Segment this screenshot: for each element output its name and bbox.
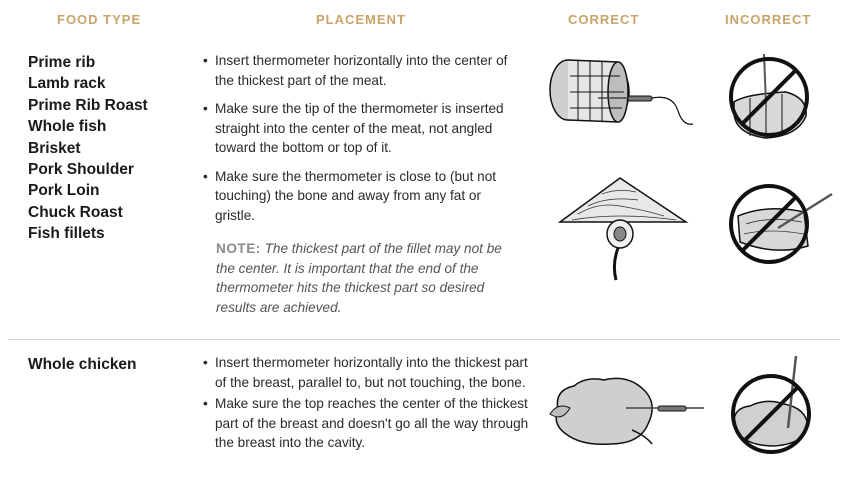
placement-bullet: • Insert thermometer horizontally into the thickest part of the breast, parallel to, but not touching, the bone. <box>203 353 533 392</box>
food-item: Whole fish <box>28 118 107 136</box>
food-list <box>28 354 137 375</box>
food-item: Prime Rib Roast <box>28 96 148 114</box>
header-food-type: FOOD TYPE <box>57 12 142 27</box>
roast-correct-icon <box>548 56 698 136</box>
fillet-correct-icon <box>558 172 688 282</box>
placement-list <box>203 51 523 234</box>
food-item: Chuck Roast <box>28 203 123 221</box>
chicken-correct-icon <box>548 374 704 450</box>
placement-bullet: • Insert thermometer horizontally into the center of the thickest part of the meat. <box>203 51 523 90</box>
fillet-incorrect-icon <box>726 176 838 272</box>
chicken-incorrect-icon <box>726 356 826 456</box>
food-item: Pork Loin <box>28 182 100 200</box>
header-correct: CORRECT <box>568 12 640 27</box>
row-divider <box>8 339 840 340</box>
food-list <box>28 52 148 245</box>
food-item: Pork Shoulder <box>28 161 134 179</box>
food-item: Fish fillets <box>28 225 105 243</box>
note-label: NOTE: <box>216 241 261 256</box>
placement-note <box>216 239 516 317</box>
food-item: Whole chicken <box>28 356 137 373</box>
roast-incorrect-icon <box>726 54 812 144</box>
food-item: Brisket <box>28 139 81 157</box>
food-item: Prime rib <box>28 54 96 71</box>
food-item: Lamb rack <box>28 75 106 93</box>
placement-list <box>203 353 533 462</box>
placement-bullet: • Make sure the thermometer is close to (but not touching) the bone and away from any fat or gristle. <box>203 167 523 226</box>
header-incorrect: INCORRECT <box>725 12 812 27</box>
note-text: The thickest part of the fillet may not be the center. It is important that the end of the thermometer hits the thickest part so desired results are achieved. <box>216 241 502 315</box>
placement-bullet: • Make sure the tip of the thermometer is inserted straight into the center of the meat, not angled toward the bottom or top of it. <box>203 99 523 158</box>
placement-bullet: • Make sure the top reaches the center of the thickest part of the breast and doesn't go all the way through the breast into the cavity. <box>203 394 533 453</box>
header-placement: PLACEMENT <box>316 12 406 27</box>
